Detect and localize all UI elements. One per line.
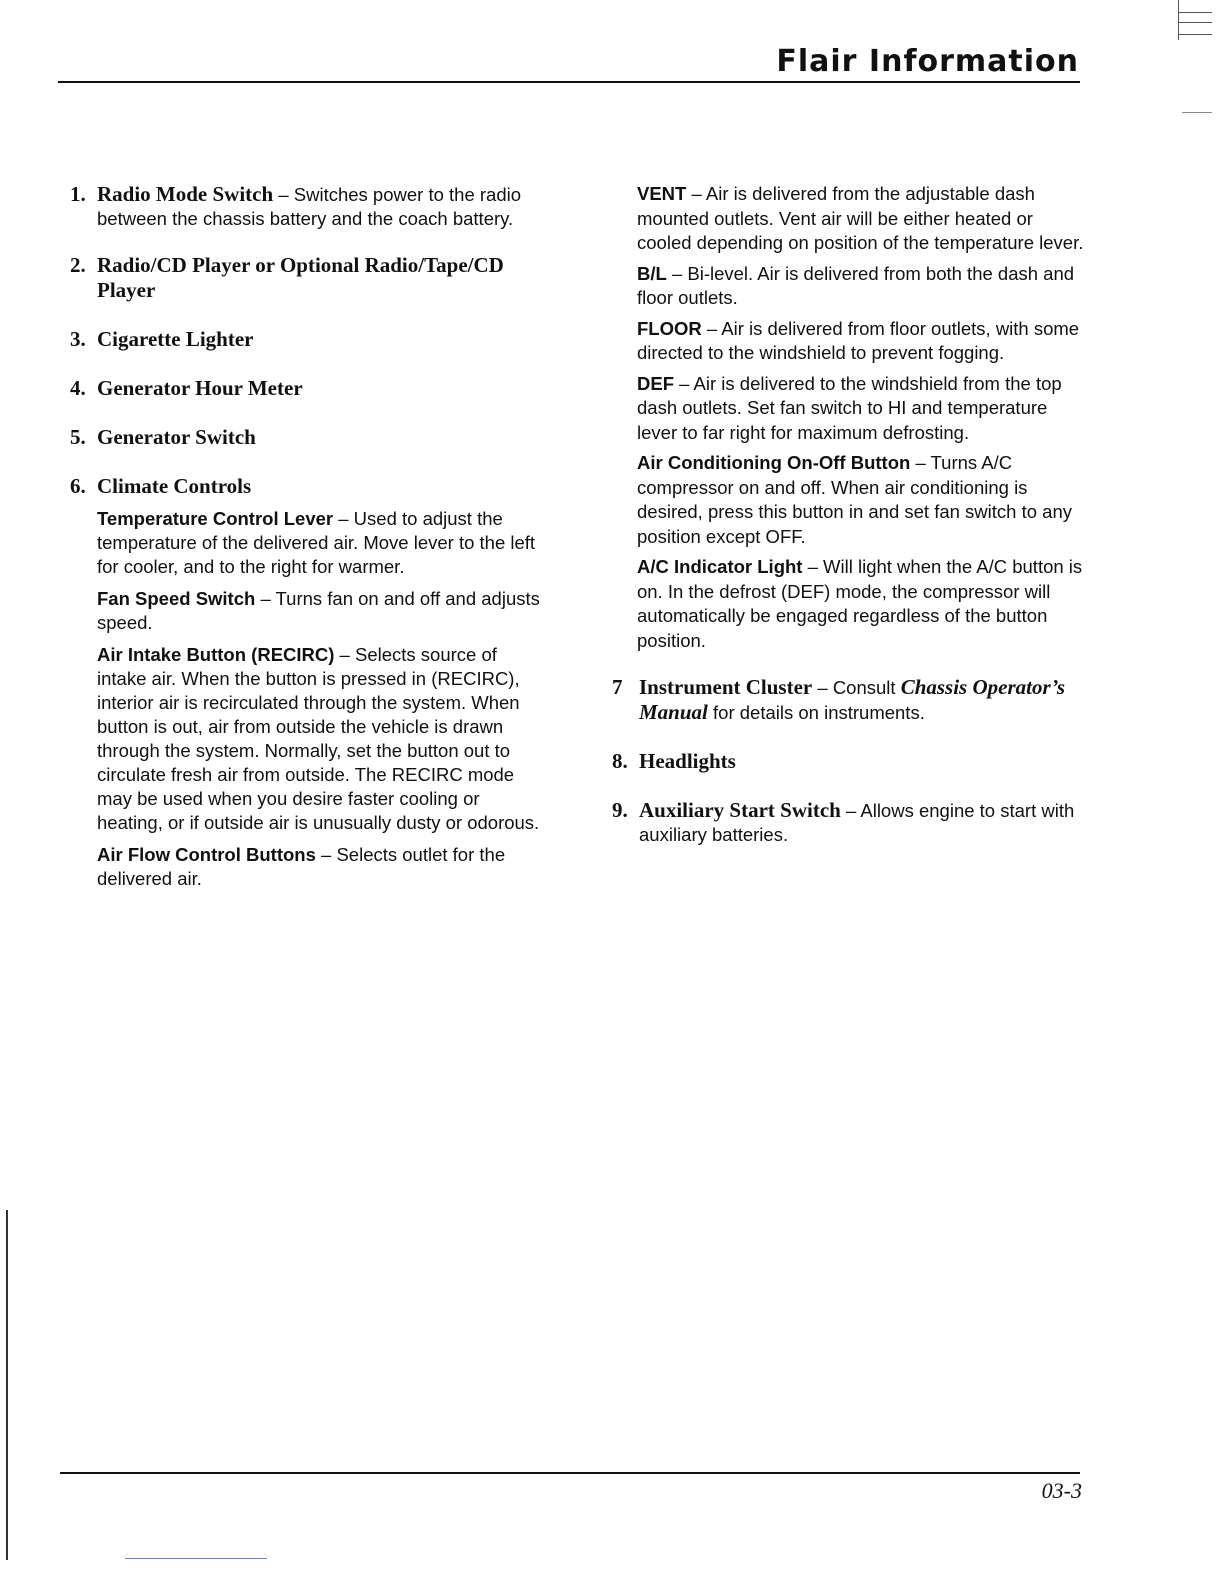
sub-label: Air Intake Button (RECIRC) (97, 644, 335, 665)
sub-paragraph (637, 372, 1087, 446)
item-title: Auxiliary Start Switch (639, 798, 841, 822)
scan-mark (125, 1558, 267, 1559)
sub-label: A/C Indicator Light (637, 556, 803, 577)
item-title: Radio/CD Player or Optional Radio/Tape/CD Player (97, 253, 504, 302)
list-item (70, 425, 545, 450)
sub-label: Fan Speed Switch (97, 588, 256, 609)
header-rule (58, 81, 1080, 83)
list-item (70, 182, 545, 231)
item-number: 5. (70, 425, 86, 449)
item-text: for details on instruments. (707, 702, 925, 723)
item-text: – Consult (812, 677, 901, 698)
climate-modes (637, 182, 1087, 653)
manual-reference: Chassis Operator’s Manual (639, 675, 1066, 724)
item-number: 2. (70, 253, 86, 277)
scan-mark (6, 1210, 8, 1560)
sub-text: – Will light when the A/C button is on. In the defrost (DEF) mode, the compressor will automatically be engaged regardless of the button position. (637, 556, 1083, 651)
item-text: – Allows engine to start with auxiliary batteries. (639, 800, 1075, 845)
left-column (70, 182, 545, 891)
item-title: Cigarette Lighter (97, 327, 254, 351)
item-body (97, 474, 545, 499)
sub-paragraph (637, 317, 1087, 366)
scan-mark (1182, 112, 1212, 113)
sub-label: VENT (637, 183, 687, 204)
sub-text: – Used to adjust the temperature of the delivered air. Move lever to the left for cooler, and to the right for warmer. (97, 508, 536, 577)
sub-text: – Turns A/C compressor on and off. When air conditioning is desired, press this button in and set fan switch to any position except OFF. (637, 452, 1072, 547)
list-item (612, 675, 1087, 725)
item-number: 3. (70, 327, 86, 351)
sub-paragraph (97, 587, 545, 635)
item-number: 8. (612, 749, 628, 773)
page-title: Flair Information (776, 44, 1079, 79)
item-number: 7 (612, 675, 623, 699)
sub-text: – Air is delivered from the adjustable dash mounted outlets. Vent air will be either heated or cooled depending on position of the temperature lever. (637, 183, 1084, 253)
list-item (70, 474, 545, 499)
list-item (70, 376, 545, 401)
item-text: – Switches power to the radio between the chassis battery and the coach battery. (97, 184, 522, 229)
list-item (612, 749, 1087, 774)
item-body (639, 749, 1087, 774)
sub-text: – Air is delivered to the windshield from the top dash outlets. Set fan switch to HI and temperature lever to far right for maximum defrosting. (637, 372, 1062, 443)
scan-mark (1178, 22, 1212, 23)
sub-text: – Selects outlet for the delivered air. (97, 844, 506, 889)
sub-label: DEF (637, 372, 674, 394)
sub-paragraph (637, 451, 1087, 549)
item-body (97, 182, 545, 231)
right-column (612, 182, 1087, 847)
sub-paragraph (97, 843, 545, 891)
footer-rule (60, 1472, 1080, 1474)
sub-label: Air Conditioning On-Off Button (637, 452, 911, 473)
sub-label: Air Flow Control Buttons (97, 844, 316, 865)
item-number: 1. (70, 182, 86, 206)
list-item (70, 253, 545, 303)
sub-text: – Turns fan on and off and adjusts speed. (97, 588, 540, 633)
sub-paragraph (637, 262, 1087, 311)
item-body (639, 798, 1087, 847)
list-item (70, 327, 545, 352)
scan-mark (1178, 12, 1212, 13)
item-body (97, 253, 545, 303)
item-number: 6. (70, 474, 86, 498)
item-title: Generator Switch (97, 425, 256, 449)
item-title: Generator Hour Meter (97, 376, 303, 400)
sub-text: – Bi-level. Air is delivered from both the dash and floor outlets. (637, 262, 1075, 308)
item-body (97, 327, 545, 352)
scan-mark (1178, 34, 1212, 35)
page-number: 03-3 (1041, 1478, 1082, 1503)
sub-text: – Selects source of intake air. When the button is pressed in (RECIRC), interior air is recirculated through the system. When button is out, air from outside the vehicle is drawn through the system. Normally, set the button out to circulate fresh air from outside. The RECIRC mode may be used when you desire faster cooling or heating, or if outside air is unusually dusty or odorous. (97, 644, 540, 833)
item-body (97, 376, 545, 401)
list-item (612, 798, 1087, 847)
item-number: 9. (612, 798, 628, 822)
sub-label: B/L (637, 262, 667, 284)
item-title: Climate Controls (97, 474, 252, 498)
sub-label: Temperature Control Lever (97, 508, 334, 529)
sub-label: FLOOR (637, 317, 702, 339)
sub-paragraph (637, 555, 1087, 653)
sub-paragraph (637, 182, 1087, 256)
item-body (639, 675, 1087, 725)
item-number: 4. (70, 376, 86, 400)
item-title: Instrument Cluster (639, 675, 813, 699)
item-title: Radio Mode Switch (97, 182, 274, 206)
item-body (97, 425, 545, 450)
item-title: Headlights (639, 749, 736, 773)
sub-paragraph (97, 643, 545, 835)
sub-text: – Air is delivered from floor outlets, with some directed to the windshield to prevent fogging. (637, 317, 1080, 363)
sub-paragraph (97, 507, 545, 579)
